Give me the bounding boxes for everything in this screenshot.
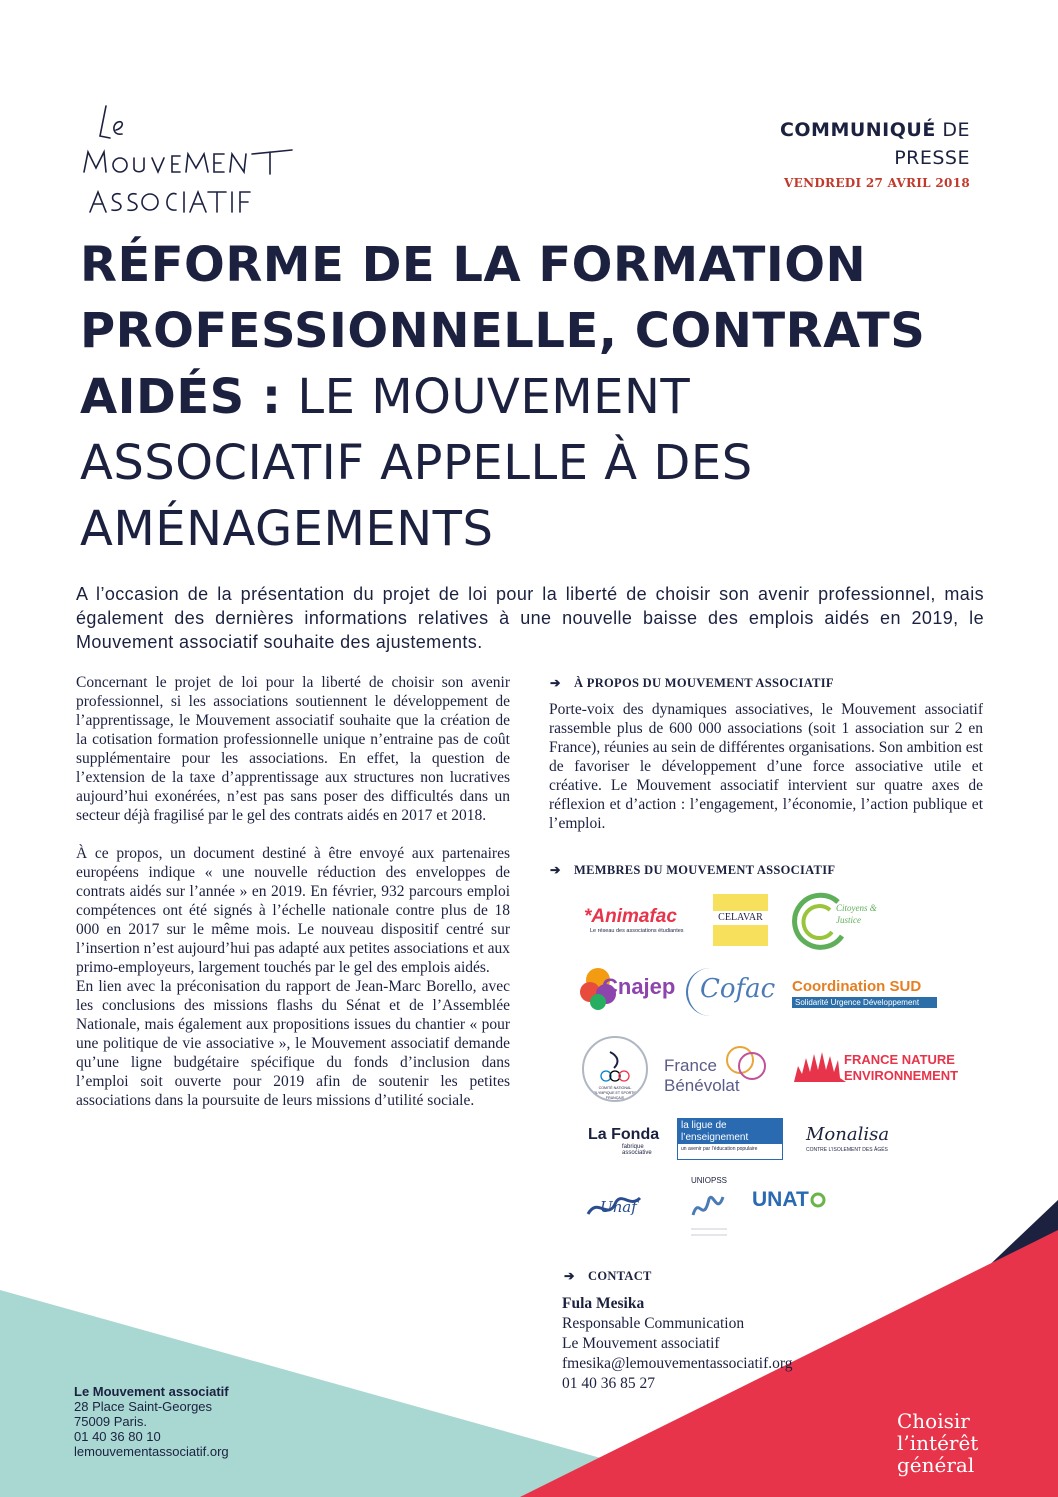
monalisa-text: Monalisa [806,1124,890,1145]
fne-line2: ENVIRONNEMENT [844,1068,959,1083]
ligue-line2: l’enseignement [678,1132,782,1144]
press-label-bold: COMMUNIQUÉ [779,119,936,141]
ligue-sub: un avenir par l’éducation populaire [681,1146,758,1152]
france-nature-environnement-logo [792,1048,959,1088]
unat-emblem-icon [810,1192,826,1208]
mouvement-associatif-logo [80,100,300,218]
hedgehog-icon [792,1048,848,1086]
arrow-icon: ➔ [564,1269,575,1283]
coordination-sud-sub: Solidarité Urgence Développement [792,997,937,1008]
animafac-logo [584,906,694,934]
contact-role: Responsable Communication [562,1315,745,1332]
press-label-line2: PRESSE [894,147,970,169]
monalisa-sub: CONTRE L’ISOLEMENT DES ÂGÉS [806,1147,888,1153]
press-date: VENDREDI 27 AVRIL 2018 [784,176,970,190]
left-column [76,673,510,1110]
animafac-logo-sub: Le réseau des associations étudiantes [590,928,684,934]
unat-logo [752,1188,832,1232]
press-label-line1 [780,116,970,144]
cnosf-logo [582,1036,648,1102]
paragraph-2: À ce propos, un document destiné à être envoyé aux partenaires européens indique « une nouvelle réduction des enveloppes de contrats aidés sur l’année » en 2019. En février, 932 parcours emploi compétences ont été signés à l’échelle nationale contre plus de 18 000 en 2017 sur le même mois. Le nouveau dispositif centré sur l’insertion n’est aujourd’hui pas adapté aux petites associations et aux primo-employeurs, largement touchés par le gel des emplois aidés. [76,845,510,976]
france-benevolat-logo [662,1044,777,1100]
footer-address [74,1384,229,1459]
coordination-sud-text: Coordination SUD [792,978,922,995]
citoyens-justice-text: Citoyens & Justice [836,903,877,925]
citoyens-justice-logo [790,892,902,956]
coordination-sud-logo [792,978,937,1008]
cofac-logo-text: Cofac [700,974,776,1004]
press-label-rest: DE [935,119,970,141]
celavar-logo-text: CELAVAR [713,911,768,925]
contact-org: Le Mouvement associatif [562,1335,720,1352]
celavar-logo [713,894,768,946]
footer-phone: 01 40 36 80 10 [74,1429,161,1444]
france-benevolat-line2: Bénévolat [664,1076,740,1095]
unaf-logo [584,1188,644,1232]
la-fonda-text: La Fonda [588,1126,660,1143]
contact-phone: 01 40 36 85 27 [562,1375,655,1392]
contact-heading [564,1268,652,1284]
slogan [897,1410,978,1476]
title-light-part: LE MOUVEMENT ASSOCIATIF APPELLE À DES AMÉNAGEMENTS [80,369,753,557]
paragraph-3: En lien avec la préconisation du rapport de Jean-Marc Borello, avec les conclusions des missions flashs du Sénat et de l’Assemblée Nationale, mais également aux propositions issues du chantier « pour une politique de vie associative », le Mouvement associatif demande qu’une ligne budgétaire spécifique du fonds d’inclusion dans l’emploi soit ouverte pour 2019 afin de soutenir les petites associations dans la poursuite de leurs missions d’utilité sociale. [76,978,510,1109]
footer-address-line2: 75009 Paris. [74,1414,147,1429]
page-title [80,232,980,562]
footer-address-line1: 28 Place Saint-Georges [74,1399,213,1414]
title-bold-part: RÉFORME DE LA FORMATION PROFESSIONNELLE, CONTRATS AIDÉS : [80,237,926,425]
contact-heading-text: CONTACT [588,1269,652,1283]
intro-paragraph: A l’occasion de la présentation du projet de loi pour la liberté de choisir son avenir professionnel, mais également des dernières informations relatives à une nouvelle baisse des emplois aidés en 2019, le Mouvement associatif souhaite des ajustements. [76,584,984,652]
uniopss-logo [683,1176,735,1248]
unaf-text: Unaf [600,1198,637,1216]
cnajep-logo-text: Cnajep [602,974,676,999]
footer-org: Le Mouvement associatif [74,1384,229,1399]
arrow-icon: ➔ [550,676,561,690]
about-heading-text: À PROPOS DU MOUVEMENT ASSOCIATIF [574,676,834,690]
ligue-line1: la ligue de [678,1119,782,1132]
about-heading [550,675,834,691]
members-heading-text: MEMBRES DU MOUVEMENT ASSOCIATIF [574,863,836,877]
cnajep-logo [576,962,676,1030]
france-benevolat-line1: France [664,1056,717,1075]
slogan-line1: Choisir [897,1409,970,1433]
ligue-enseignement-logo [677,1118,783,1160]
animafac-logo-text: *Animafac [584,906,677,927]
contact-name: Fula Mesika [562,1295,645,1312]
cofac-logo [686,968,783,1016]
members-heading [550,862,835,878]
la-fonda-logo [588,1126,660,1156]
press-release-header [780,116,970,190]
about-text: Porte-voix des dynamiques associatives, le Mouvement associatif rassemble plus de 600 000 associations (soit 1 association sur 2 en France), réunies au sein de différentes organisations. Son ambition est de favoriser le développement d’une force associative utile et créative. Le Mouvement associatif intervient sur quatre axes de réflexion et d’action : l’engagement, l’économie, l’action publique et l’emploi. [549,701,983,832]
fne-line1: FRANCE NATURE [844,1052,955,1067]
uniopss-emblem [683,1185,735,1243]
cnosf-logo-text: COMITÉ NATIONAL OLYMPIQUE ET SPORTIF FRANÇAIS [593,1086,637,1100]
arrow-icon: ➔ [550,863,561,877]
la-fonda-sub: fabrique associative [622,1144,652,1156]
contact-email[interactable]: fmesika@lemouvementassociatif.org [562,1355,793,1372]
slogan-line2: l’intérêt [897,1431,979,1455]
contact-block [562,1294,793,1394]
unat-text: UNAT [752,1188,809,1211]
footer-website[interactable]: lemouvementassociatif.org [74,1444,229,1459]
monalisa-logo [806,1124,916,1153]
paragraph-1: Concernant le projet de loi pour la liberté de choisir son avenir professionnel, si les associations soutiennent le développement de l’apprentissage, le Mouvement associatif souhaite que la création de la cotisation formation professionnelle unique n’entraine pas de coût supplémentaire pour les associations. En effet, la question de l’extension de la taxe d’apprentissage aux structures non lucratives aujourd’hui exonérées, n’est pas sans poser des difficultés dans un secteur déjà fragilisé par le gel des contrats aidés en 2017 et 2018. [76,674,510,824]
slogan-line3: général [897,1453,975,1477]
uniopss-text: UNIOPSS [690,1176,727,1185]
